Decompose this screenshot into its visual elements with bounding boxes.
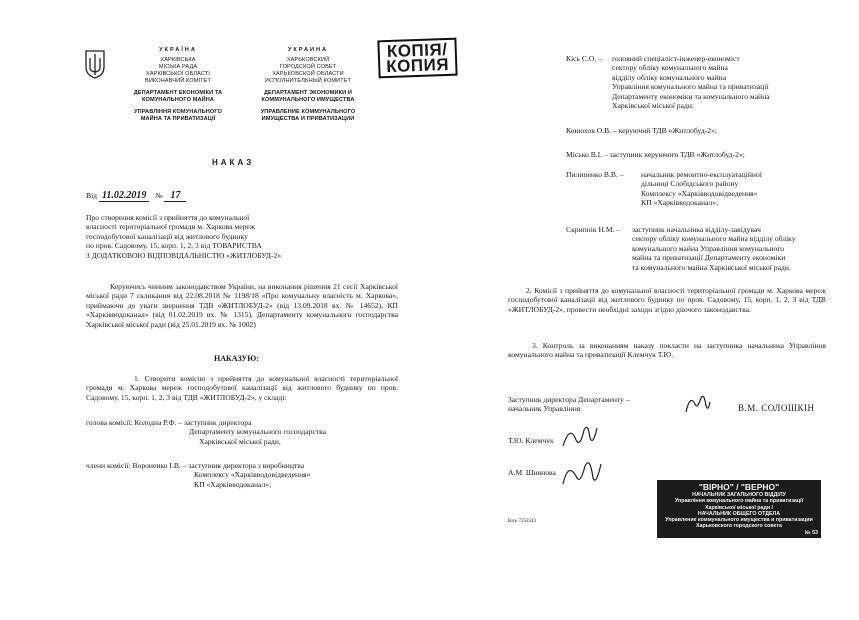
- approval-shyianova: А.М. Шиянова: [508, 468, 556, 477]
- signatory-position: [508, 395, 688, 414]
- member-line: майна та приватизації Департаменту економіки: [632, 253, 786, 263]
- commission-members: [86, 461, 416, 489]
- header-left-department-line: ДЕПАРТАМЕНТ ЕКОНОМІКИ ТА: [133, 90, 223, 96]
- registry-note: Кісь 7252543: [508, 519, 536, 524]
- header-left-council-line: ХАРКІВСЬКА: [160, 57, 196, 63]
- member-line: та комунального майна Харківської міської ради.: [632, 262, 791, 272]
- header-right-office-line: ИМУЩЕСТВА И ПРИВАТИЗАЦИИ: [261, 116, 355, 122]
- header-right: [243, 47, 373, 123]
- member-line: Харківської міської ради;: [612, 101, 694, 111]
- header-right-council-line: ИСПОЛНИТЕЛЬНЫЙ КОМИТЕТ: [264, 78, 352, 84]
- signatory-position-line: начальник Управління: [508, 404, 581, 414]
- signature-icon: [682, 392, 712, 418]
- number-label: №: [155, 191, 163, 200]
- order-heading: НАКАЗУЮ:: [214, 354, 259, 363]
- approval-klemchuk: Т.Ю. Клемчук: [508, 436, 554, 445]
- member-konyukhov: Конюхов О.В. – керуючий ТДВ «Житлобуд-2»;: [566, 126, 717, 135]
- verified-stamp-line: НАЧАЛЬНИК ЗАГАЛЬНОГО ВІДДІЛУ: [692, 492, 786, 498]
- order-item-3: 3. Контроль за виконанням наказу покласти на заступника начальника Управління комунального майна та приватизації Клемчук Т.Ю.: [508, 341, 826, 360]
- verified-stamp-line: Харківської міської ради /: [704, 504, 774, 511]
- subject-line: по пров. Садовому, 15, корп. 1, 2, 3 від ТОВАРИСТВА: [86, 241, 262, 251]
- verified-stamp-line: Управління комунального майна та приватизації: [674, 498, 804, 505]
- subject-line: Про створення комісії з прийняття до комунальної: [86, 213, 250, 222]
- copy-stamp-line: КОПІЯ/: [386, 39, 448, 62]
- order-subject: [86, 213, 346, 260]
- header-right-country: УКРАИНА: [287, 47, 329, 53]
- member-line: начальник ремонтно-експлуатаційної: [641, 170, 762, 179]
- member-name: Кісь С.О. –: [566, 54, 602, 63]
- member-pylypenko: [566, 170, 836, 208]
- member-line: Управління комунального майна та приватизації: [612, 82, 769, 92]
- commission-head-label: голова комісії: Колодна Р.Ф. – заступник директора: [86, 418, 252, 427]
- header-left: [112, 47, 244, 123]
- verified-stamp-number: № 53: [804, 529, 818, 536]
- member-line: головний спеціаліст-інженер-економіст: [612, 54, 740, 63]
- verified-stamp-line: НАЧАЛЬНИК ОБЩЕГО ОТДЕЛА: [697, 510, 781, 517]
- subject-line: господобутової каналізації від житлового будинку: [86, 231, 248, 241]
- header-left-council-line: ВИКОНАВЧИЙ КОМІТЕТ: [145, 78, 211, 84]
- signatory-position-line: Заступник директора Департаменту –: [508, 395, 630, 404]
- header-right-office-line: УПРАВЛЕНИЕ КОММУНАЛЬНОГО: [260, 109, 356, 115]
- signature-icon: [560, 422, 600, 452]
- subject-line: власності територіальної громади м. Харкова мереж: [86, 222, 256, 232]
- member-line: відділу обліку комунального майна: [612, 72, 727, 82]
- commission-head-line: Департаменту комунального господарства: [189, 427, 327, 437]
- member-skrypnik: [566, 225, 846, 272]
- copy-stamp: [377, 38, 457, 79]
- header-left-council-line: ХАРКІВСЬКОЇ ОБЛАСТІ: [146, 71, 210, 77]
- header-left-country: УКРАЇНА: [159, 47, 197, 53]
- header-right-department-line: ДЕПАРТАМЕНТ ЭКОНОМИКИ И: [263, 90, 353, 96]
- date-line: [86, 191, 186, 200]
- verified-stamp-line: Управление коммунального имущества и приватизации: [665, 517, 813, 524]
- header-left-office-line: МАЙНА ТА ПРИВАТИЗАЦІЇ: [140, 116, 216, 122]
- commission-members-label: члени комісії: Вороненко І.В. – заступник директора з виробництва: [86, 461, 305, 470]
- order-item-2: 2. Комісії з прийняття до комунальної власності територіальної громади м. Харкова мереж господобутової каналізації від житлового будинку по пров. Садовому, 15, корп. 1, 2, 3 від ТДВ «ЖИТЛОБУД-2», провести необхідні заходи згідно діючого законодавства.: [508, 286, 826, 314]
- order-number: 17: [164, 190, 186, 202]
- member-line: заступник начальника відділу-завідувач: [632, 225, 761, 234]
- header-right-council-line: ГОРОДСКОЙ СОВЕТ: [279, 64, 337, 70]
- order-item-1: 1. Створити комісію з прийняття до комунальної власності територіальної громади м. Харкова мереж господобутової каналізації від житлового будинку по пров. Садовому, 15, корп. 1, 2, 3 від ТДВ «ЖИТЛОБУД-2», у складі:: [86, 374, 398, 402]
- verified-stamp: [657, 480, 821, 538]
- order-title: НАКАЗ: [212, 158, 255, 167]
- member-line: дільниці Слобідського району: [641, 179, 739, 189]
- coat-of-arms-icon: [84, 49, 106, 79]
- signatory-name: В.М. СОЛОШКІН: [738, 403, 815, 413]
- header-left-council-line: МІСЬКА РАДА: [158, 64, 198, 70]
- member-misko: Місько В.І. – заступник керуючого ТДВ «Житлобуд-2»;: [566, 150, 745, 159]
- member-line: сектору обліку комунального майна: [612, 63, 728, 73]
- member-line: сектору обліку комунального майна відділу обліку: [632, 234, 796, 244]
- header-right-department-line: КОММУНАЛЬНОГО ИМУЩЕСТВА: [261, 97, 355, 103]
- header-right-council-line: ХАРЬКОВСКОЙ ОБЛАСТИ: [272, 71, 344, 77]
- commission-head-line: Харківської міської ради,: [199, 436, 281, 446]
- header-right-council-line: ХАРЬКОВСКИЙ: [286, 57, 330, 63]
- subject-line: З ДОДАТКОВОЮ ВІДПОВІДАЛЬНІСТЮ «ЖИТЛОБУД-2»: [86, 250, 282, 260]
- member-line: Департаменту економіки та комунального майна: [612, 91, 770, 101]
- header-left-department-line: КОМУНАЛЬНОГО МАЙНА: [142, 97, 214, 103]
- member-line: Комплексу «Харківводовідведення»: [641, 188, 758, 198]
- commission-members-line: КП «Харківводоканал»;: [194, 479, 272, 489]
- member-name: Пилипенко В.В. –: [566, 170, 624, 179]
- commission-members-line: Комплексу «Харківводовідведення»: [194, 470, 311, 480]
- copy-stamp-line: КОПИЯ: [385, 54, 450, 77]
- member-kis: [566, 54, 836, 110]
- signature-icon: [560, 456, 604, 490]
- member-line: КП «Харківводоканал»;: [641, 198, 719, 208]
- commission-head: [86, 418, 406, 446]
- header-left-office-line: УПРАВЛІННЯ КОМУНАЛЬНОГО: [134, 109, 222, 115]
- member-line: комунального майна Управління комунального: [632, 243, 785, 253]
- preamble: Керуючись чинним законодавством України, на виконання рішення 21 сесії Харківської міської ради 7 скликання від 22.08.2018 № 1198/18 «Про комунальну власність м. Харкова», приймаючи до уваги звернення ТДВ «ЖИТЛОБУД-2» (від 13.09.2018 вх. № 14652), КП «Харківводоканал» (від 01.02.2019 вх. № 1315), Департаменту комунального господарства Харківської міської ради (від 25.01.2019 вх. № 1002): [86, 282, 398, 329]
- member-name: Скрипнік Н.М. –: [566, 225, 621, 234]
- order-date: 11.02.2019: [99, 190, 149, 202]
- verified-stamp-line: Харьковского городского совета: [696, 523, 782, 530]
- verified-stamp-title: "ВІРНО" / "ВЕРНО": [698, 482, 780, 492]
- date-prefix: Від: [86, 191, 98, 200]
